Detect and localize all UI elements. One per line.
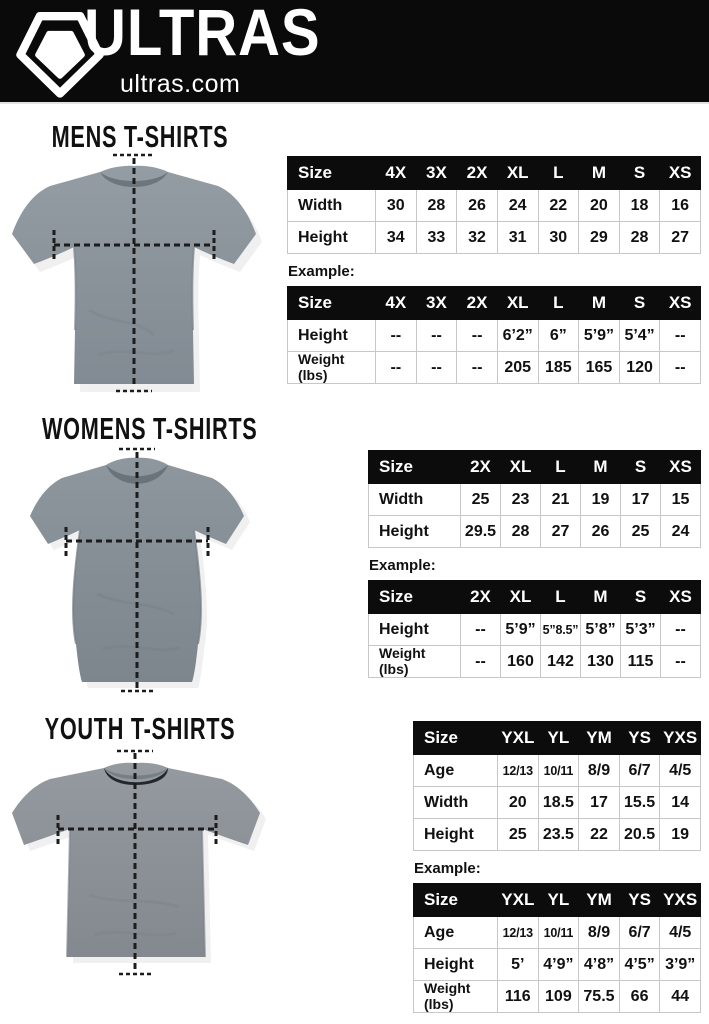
value-cell: 5’4” (619, 320, 660, 352)
row-label: Height (288, 222, 376, 254)
size-header-cell: 4X (376, 157, 417, 190)
value-cell: 115 (621, 646, 661, 678)
row-label: Weight (lbs) (369, 646, 461, 678)
mens-size-table (287, 156, 701, 254)
size-header-cell: 4X (376, 287, 417, 320)
size-header-cell: YM (579, 884, 620, 917)
table-header-row (414, 884, 701, 917)
value-cell: 29 (579, 222, 620, 254)
brand-title: ULTRAS (84, 0, 321, 69)
value-cell: 20 (498, 787, 539, 819)
value-cell: 19 (581, 484, 621, 516)
value-cell: 8/9 (579, 917, 620, 949)
size-header-cell: M (579, 157, 620, 190)
youth-tshirt-image (4, 745, 268, 984)
size-header-cell: L (538, 157, 579, 190)
row-label: Weight (lbs) (414, 981, 498, 1013)
size-header-cell: XL (501, 581, 541, 614)
size-header-cell: 2X (457, 157, 498, 190)
size-header-cell: YS (619, 884, 660, 917)
value-cell: -- (416, 352, 457, 384)
value-cell: 5”8.5” (541, 614, 581, 646)
value-cell: -- (461, 646, 501, 678)
size-header-cell: 2X (457, 287, 498, 320)
value-cell: 8/9 (579, 755, 620, 787)
size-column-label: Size (288, 157, 376, 190)
value-cell: 5’9” (501, 614, 541, 646)
row-label: Height (369, 614, 461, 646)
table-row (414, 917, 701, 949)
row-label: Height (369, 516, 461, 548)
value-cell: 29.5 (461, 516, 501, 548)
value-cell: 6” (538, 320, 579, 352)
value-cell: 12/13 (498, 755, 539, 787)
value-cell: 27 (541, 516, 581, 548)
size-header-cell: XL (501, 451, 541, 484)
value-cell: 4’8” (579, 949, 620, 981)
value-cell: 5’3” (621, 614, 661, 646)
value-cell: -- (660, 320, 701, 352)
value-cell: 160 (501, 646, 541, 678)
size-header-cell: XS (660, 157, 701, 190)
size-header-cell: S (619, 157, 660, 190)
value-cell: 22 (538, 190, 579, 222)
value-cell: 27 (660, 222, 701, 254)
size-header-cell: 3X (416, 287, 457, 320)
size-column-label: Size (369, 581, 461, 614)
size-header-cell: S (619, 287, 660, 320)
size-header-cell: YXS (660, 722, 701, 755)
value-cell: 24 (497, 190, 538, 222)
size-column-label: Size (414, 884, 498, 917)
value-cell: 18 (619, 190, 660, 222)
value-cell: 12/13 (498, 917, 539, 949)
row-label: Height (414, 949, 498, 981)
table-row (288, 190, 701, 222)
value-cell: 19 (660, 819, 701, 851)
value-cell: 26 (457, 190, 498, 222)
table-row (369, 614, 701, 646)
value-cell: 23.5 (538, 819, 579, 851)
womens-tables (368, 450, 701, 678)
value-cell: 185 (538, 352, 579, 384)
value-cell: 31 (497, 222, 538, 254)
value-cell: 205 (497, 352, 538, 384)
size-column-label: Size (414, 722, 498, 755)
value-cell: 44 (660, 981, 701, 1013)
table-header-row (369, 451, 701, 484)
size-header-cell: M (581, 581, 621, 614)
table-header-row (369, 581, 701, 614)
table-row (288, 222, 701, 254)
size-header-cell: M (581, 451, 621, 484)
value-cell: 6/7 (619, 755, 660, 787)
table-row (369, 516, 701, 548)
row-label: Weight (lbs) (288, 352, 376, 384)
size-header-cell: YXL (498, 722, 539, 755)
table-row (414, 981, 701, 1013)
value-cell: 10/11 (538, 755, 579, 787)
value-cell: 17 (579, 787, 620, 819)
value-cell: -- (457, 352, 498, 384)
value-cell: 142 (541, 646, 581, 678)
size-header-cell: YL (538, 884, 579, 917)
value-cell: 14 (660, 787, 701, 819)
row-label: Width (414, 787, 498, 819)
size-header-cell: YXL (498, 884, 539, 917)
value-cell: 6’2” (497, 320, 538, 352)
value-cell: 5’9” (579, 320, 620, 352)
value-cell: 28 (501, 516, 541, 548)
value-cell: 20 (579, 190, 620, 222)
size-header-cell: L (538, 287, 579, 320)
value-cell: 21 (541, 484, 581, 516)
value-cell: 116 (498, 981, 539, 1013)
value-cell: 75.5 (579, 981, 620, 1013)
mens-tshirt-image (4, 150, 266, 401)
size-header-cell: M (579, 287, 620, 320)
value-cell: 30 (538, 222, 579, 254)
value-cell: 4’5” (619, 949, 660, 981)
value-cell: 130 (581, 646, 621, 678)
section-title-youth: YOUTH T-SHIRTS (44, 711, 236, 746)
value-cell: 120 (619, 352, 660, 384)
row-label: Width (288, 190, 376, 222)
site-url: ultras.com (120, 70, 241, 98)
value-cell: 10/11 (538, 917, 579, 949)
size-column-label: Size (369, 451, 461, 484)
size-header-cell: 2X (461, 581, 501, 614)
value-cell: 25 (461, 484, 501, 516)
row-label: Width (369, 484, 461, 516)
mens-example-table (287, 286, 701, 384)
value-cell: -- (461, 614, 501, 646)
value-cell: 5’ (498, 949, 539, 981)
womens-example-table (368, 580, 701, 678)
youth-tables (413, 721, 701, 1013)
value-cell: 30 (376, 190, 417, 222)
value-cell: 23 (501, 484, 541, 516)
table-row (369, 484, 701, 516)
size-column-label: Size (288, 287, 376, 320)
value-cell: 66 (619, 981, 660, 1013)
table-row (414, 819, 701, 851)
size-header-cell: YXS (660, 884, 701, 917)
table-row (414, 949, 701, 981)
value-cell: 109 (538, 981, 579, 1013)
value-cell: 15 (661, 484, 701, 516)
value-cell: -- (416, 320, 457, 352)
value-cell: 33 (416, 222, 457, 254)
size-header-cell: XS (661, 581, 701, 614)
section-title-mens: MENS T-SHIRTS (51, 119, 229, 154)
womens-tshirt-image (22, 444, 254, 701)
value-cell: 15.5 (619, 787, 660, 819)
size-header-cell: L (541, 581, 581, 614)
size-header-cell: XL (497, 157, 538, 190)
value-cell: 34 (376, 222, 417, 254)
value-cell: 24 (661, 516, 701, 548)
size-header-cell: YS (619, 722, 660, 755)
value-cell: 32 (457, 222, 498, 254)
value-cell: -- (660, 352, 701, 384)
youth-size-table (413, 721, 701, 851)
youth-example-table (413, 883, 701, 1013)
value-cell: 25 (621, 516, 661, 548)
value-cell: 16 (660, 190, 701, 222)
example-label: Example: (414, 860, 481, 877)
size-header-cell: 2X (461, 451, 501, 484)
table-row (414, 755, 701, 787)
value-cell: -- (661, 646, 701, 678)
size-header-cell: S (621, 581, 661, 614)
value-cell: 18.5 (538, 787, 579, 819)
value-cell: -- (376, 352, 417, 384)
table-row (288, 320, 701, 352)
table-header-row (288, 157, 701, 190)
table-header-row (288, 287, 701, 320)
value-cell: 6/7 (619, 917, 660, 949)
value-cell: 3’9” (660, 949, 701, 981)
size-header-cell: XL (497, 287, 538, 320)
size-header-cell: YM (579, 722, 620, 755)
value-cell: 28 (416, 190, 457, 222)
example-label: Example: (288, 263, 355, 280)
value-cell: 20.5 (619, 819, 660, 851)
size-header-cell: 3X (416, 157, 457, 190)
value-cell: 26 (581, 516, 621, 548)
value-cell: 4/5 (660, 755, 701, 787)
value-cell: -- (661, 614, 701, 646)
mens-tables (287, 156, 701, 384)
size-header-cell: XS (660, 287, 701, 320)
row-label: Height (288, 320, 376, 352)
example-label: Example: (369, 557, 436, 574)
row-label: Height (414, 819, 498, 851)
value-cell: 165 (579, 352, 620, 384)
value-cell: 17 (621, 484, 661, 516)
row-label: Age (414, 755, 498, 787)
table-row (414, 787, 701, 819)
size-header-cell: XS (661, 451, 701, 484)
womens-size-table (368, 450, 701, 548)
table-row (369, 646, 701, 678)
value-cell: 4/5 (660, 917, 701, 949)
row-label: Age (414, 917, 498, 949)
value-cell: 25 (498, 819, 539, 851)
value-cell: 22 (579, 819, 620, 851)
value-cell: 4’9” (538, 949, 579, 981)
header-bar (0, 0, 709, 104)
size-header-cell: L (541, 451, 581, 484)
section-title-womens: WOMENS T-SHIRTS (42, 411, 258, 446)
size-header-cell: YL (538, 722, 579, 755)
value-cell: -- (376, 320, 417, 352)
table-row (288, 352, 701, 384)
value-cell: -- (457, 320, 498, 352)
table-header-row (414, 722, 701, 755)
value-cell: 5’8” (581, 614, 621, 646)
size-header-cell: S (621, 451, 661, 484)
value-cell: 28 (619, 222, 660, 254)
